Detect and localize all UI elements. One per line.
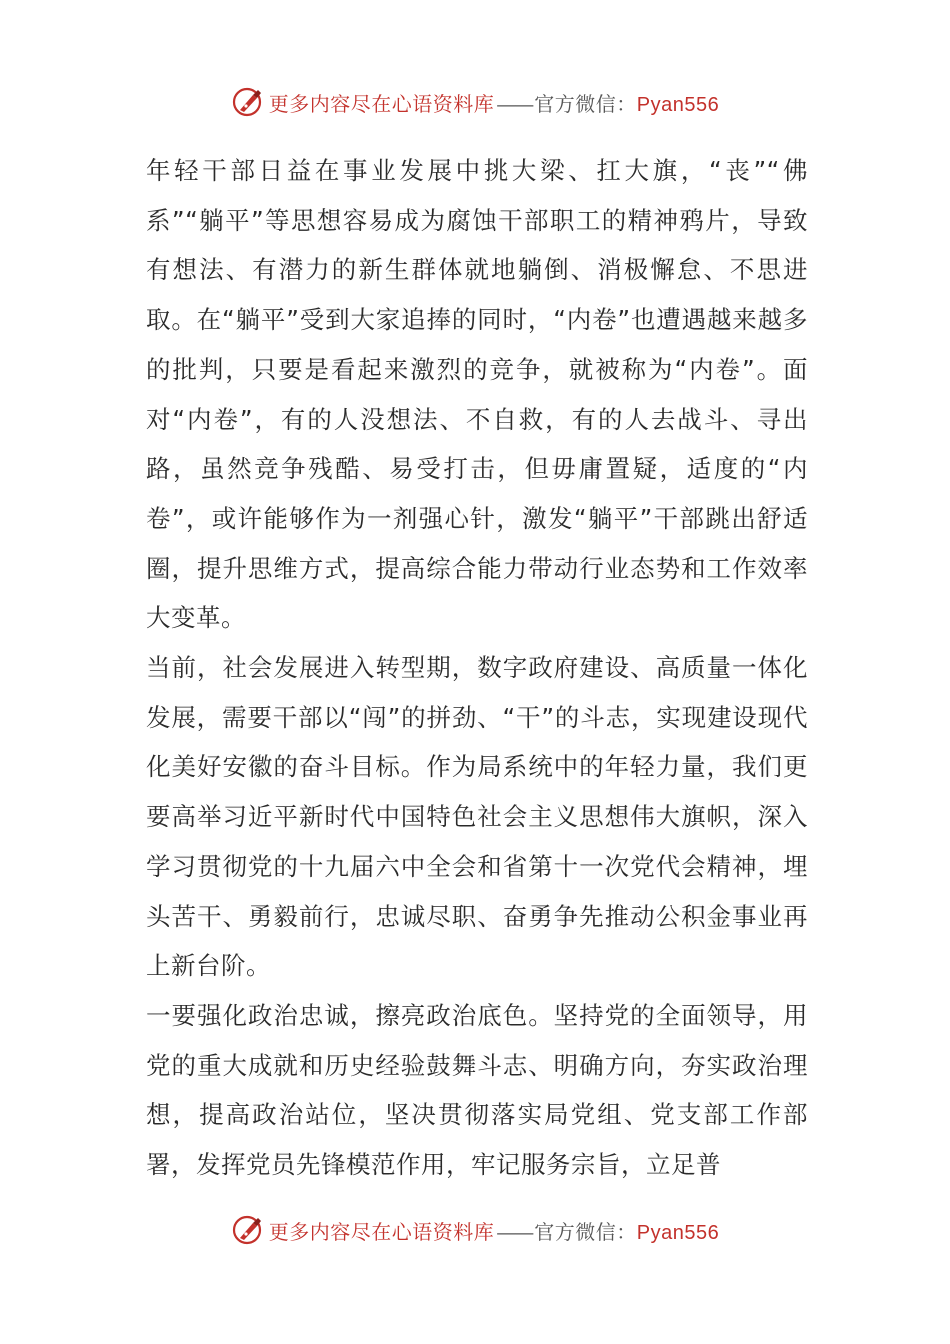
pen-nib-icon <box>231 85 265 119</box>
header-dash: —— <box>496 91 533 116</box>
paragraph: 一要强化政治忠诚，擦亮政治底色。坚持党的全面领导，用党的重大成就和历史经验鼓舞斗志、明确方向，夯实政治理想，提高政治站位，坚决贯彻落实局党组、党支部工作部署，发挥党员先锋模范作用，牢记服务宗旨，立足普 <box>146 1000 808 1180</box>
footer-wechat-id: Pyan556 <box>636 1221 720 1244</box>
footer-brand: 更多内容尽在心语资料库 <box>268 1219 495 1244</box>
footer-dash: —— <box>496 1219 533 1244</box>
header-wechat-label: 官方微信： <box>534 91 637 116</box>
footer-banner <box>0 1210 950 1250</box>
header-wechat-id: Pyan556 <box>636 93 720 116</box>
header-text <box>269 88 719 117</box>
footer-wechat-label: 官方微信： <box>534 1219 637 1244</box>
document-body <box>146 146 808 1190</box>
header-brand: 更多内容尽在心语资料库 <box>268 91 495 116</box>
paragraph: 当前，社会发展进入转型期，数字政府建设、高质量一体化发展，需要干部以“闯”的拼劲、“干”的斗志，实现建设现代化美好安徽的奋斗目标。作为局系统中的年轻力量，我们更要高举习近平新时代中国特色社会主义思想伟大旗帜，深入学习贯彻党的十九届六中全会和省第十一次党代会精神，埋头苦干、勇毅前行，忠诚尽职、奋勇争先推动公积金事业再上新台阶。 <box>146 653 808 981</box>
header-banner <box>0 82 950 122</box>
paragraph: 年轻干部日益在事业发展中挑大梁、扛大旗，“丧”“佛系”“躺平”等思想容易成为腐蚀干部职工的精神鸦片，导致有想法、有潜力的新生群体就地躺倒、消极懈怠、不思进取。在“躺平”受到大家追捧的同时，“内卷”也遭遇越来越多的批判，只要是看起来激烈的竞争，就被称为“内卷”。面对“内卷”，有的人没想法、不自救，有的人去战斗、寻出路，虽然竞争残酷、易受打击，但毋庸置疑，适度的“内卷”，或许能够作为一剂强心针，激发“躺平”干部跳出舒适圈，提升思维方式，提高综合能力带动行业态势和工作效率大变革。 <box>146 156 808 633</box>
pen-nib-icon <box>231 1213 265 1247</box>
footer-text <box>269 1216 719 1245</box>
